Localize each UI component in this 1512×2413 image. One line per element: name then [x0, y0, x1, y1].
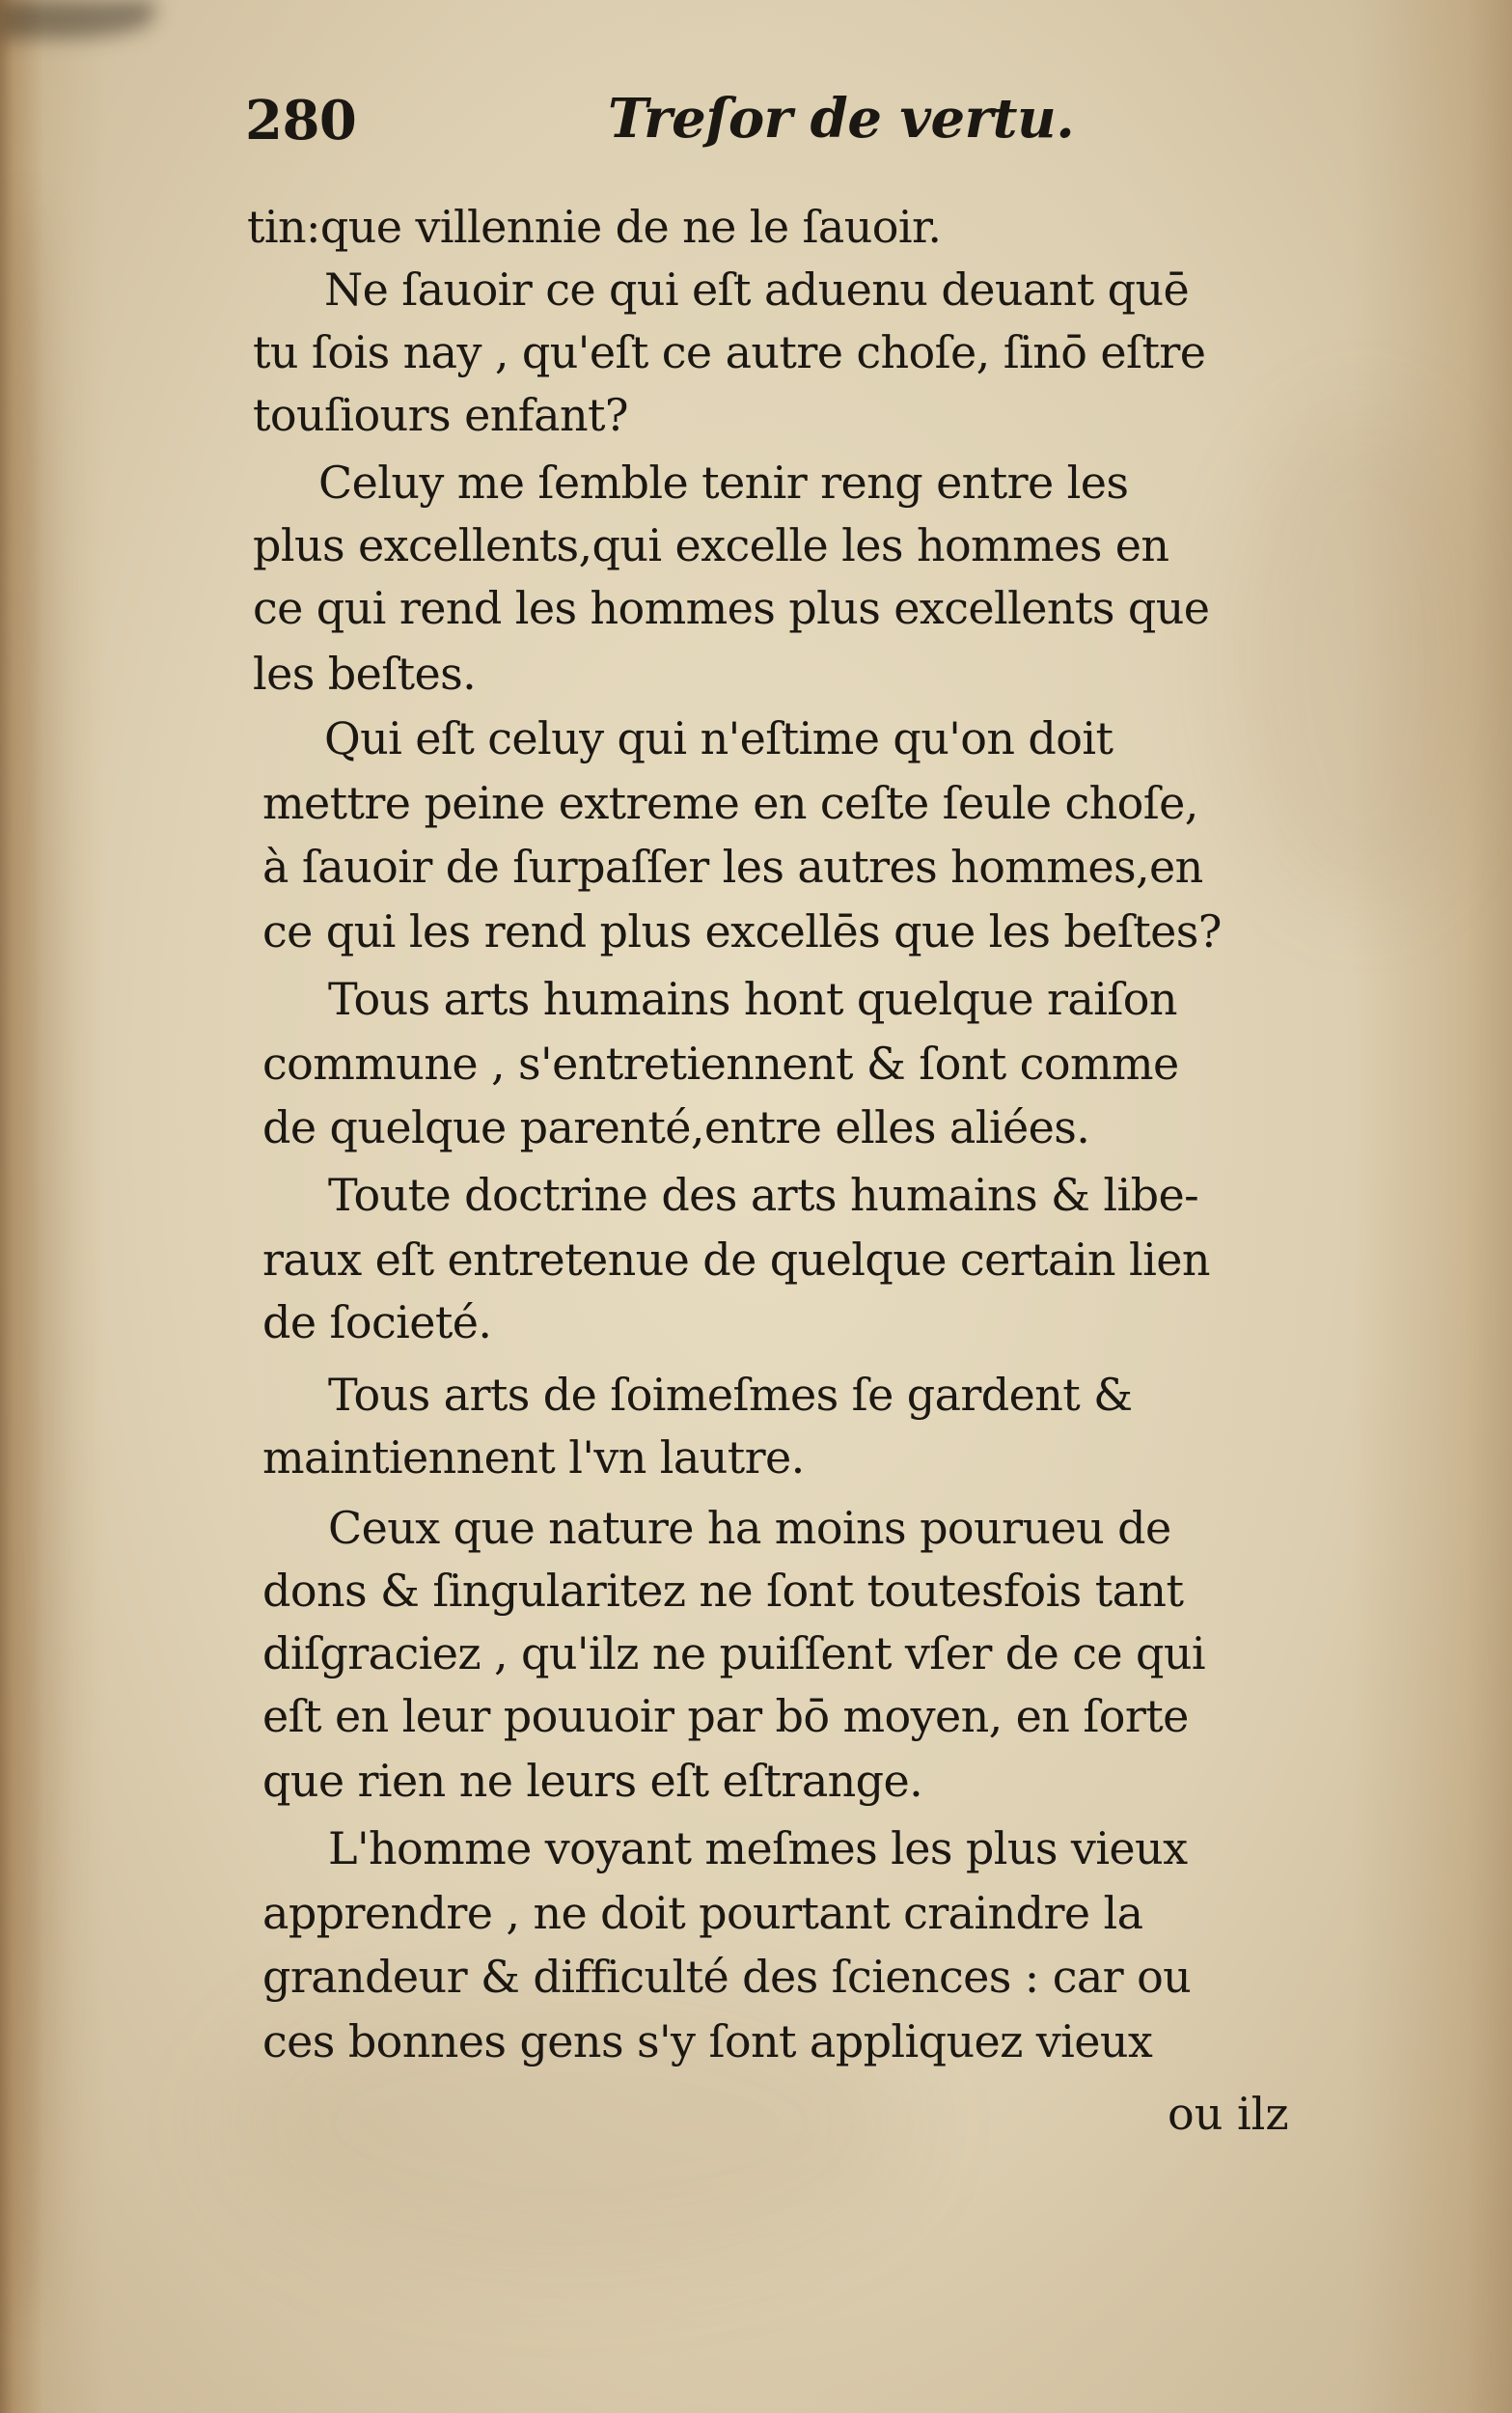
text-line: raux eſt entretenue de quelque certain lien	[262, 1234, 1210, 1286]
text-line: les beſtes.	[253, 648, 477, 700]
text-line: eſt en leur pouuoir par bō moyen, en ſorte	[262, 1690, 1189, 1742]
text-line: Tous arts de ſoimeſmes ſe gardent &	[328, 1369, 1133, 1421]
text-line: touſiours enfant?	[253, 389, 628, 441]
text-line: dons & ſingularitez ne ſont toutesfois tant	[262, 1565, 1184, 1617]
text-line: mettre peine extreme en ceſte ſeule choſe,	[262, 777, 1198, 829]
text-line: tin:que villennie de ne le ſauoir.	[247, 201, 942, 253]
running-title: Treſor de vertu.	[608, 87, 1075, 151]
text-line: apprendre , ne doit pourtant craindre la	[262, 1887, 1143, 1939]
text-line: à ſauoir de ſurpaſſer les autres hommes,en	[262, 841, 1203, 893]
page-corner-shadow	[0, 0, 154, 39]
text-line: Toute doctrine des arts humains & libe-	[328, 1169, 1199, 1221]
text-line: diſgraciez , qu'ilz ne puiſſent vſer de ce qui	[262, 1627, 1206, 1679]
page-number: 280	[245, 89, 357, 153]
text-line: Qui eſt celuy qui n'eſtime qu'on doit	[324, 712, 1113, 764]
text-line: de ſocieté.	[262, 1296, 492, 1348]
text-line: que rien ne leurs eſt eſtrange.	[262, 1755, 923, 1807]
text-line: Ne ſauoir ce qui eſt aduenu deuant quē	[324, 263, 1190, 316]
text-line: L'homme voyant meſmes les plus vieux	[328, 1822, 1188, 1874]
text-line: commune , s'entretiennent & ſont comme	[262, 1038, 1179, 1090]
text-line: Ceux que nature ha moins pourueu de	[328, 1502, 1171, 1554]
page-edge-shadow	[0, 193, 58, 2316]
text-line: maintiennent l'vn lautre.	[262, 1431, 805, 1484]
text-line: de quelque parenté,entre elles aliées.	[262, 1101, 1090, 1153]
text-line: tu ſois nay , qu'eſt ce autre choſe, ſinō eſtre	[253, 326, 1206, 378]
text-line: grandeur & difficulté des ſciences : car ou	[262, 1951, 1192, 2003]
text-line: Celuy me ſemble tenir reng entre les	[318, 457, 1129, 509]
text-line: Tous arts humains hont quelque raiſon	[328, 973, 1177, 1025]
text-line: ce qui les rend plus excellēs que les beſtes?	[262, 905, 1222, 957]
paper-stain	[1235, 405, 1486, 907]
text-line: plus excellents,qui excelle les hommes en	[253, 519, 1169, 571]
text-line: ce qui rend les hommes plus excellents que	[253, 582, 1210, 634]
text-line: ces bonnes gens s'y ſont appliquez vieux	[262, 2015, 1153, 2067]
catchword: ou ilz	[1168, 2088, 1289, 2140]
